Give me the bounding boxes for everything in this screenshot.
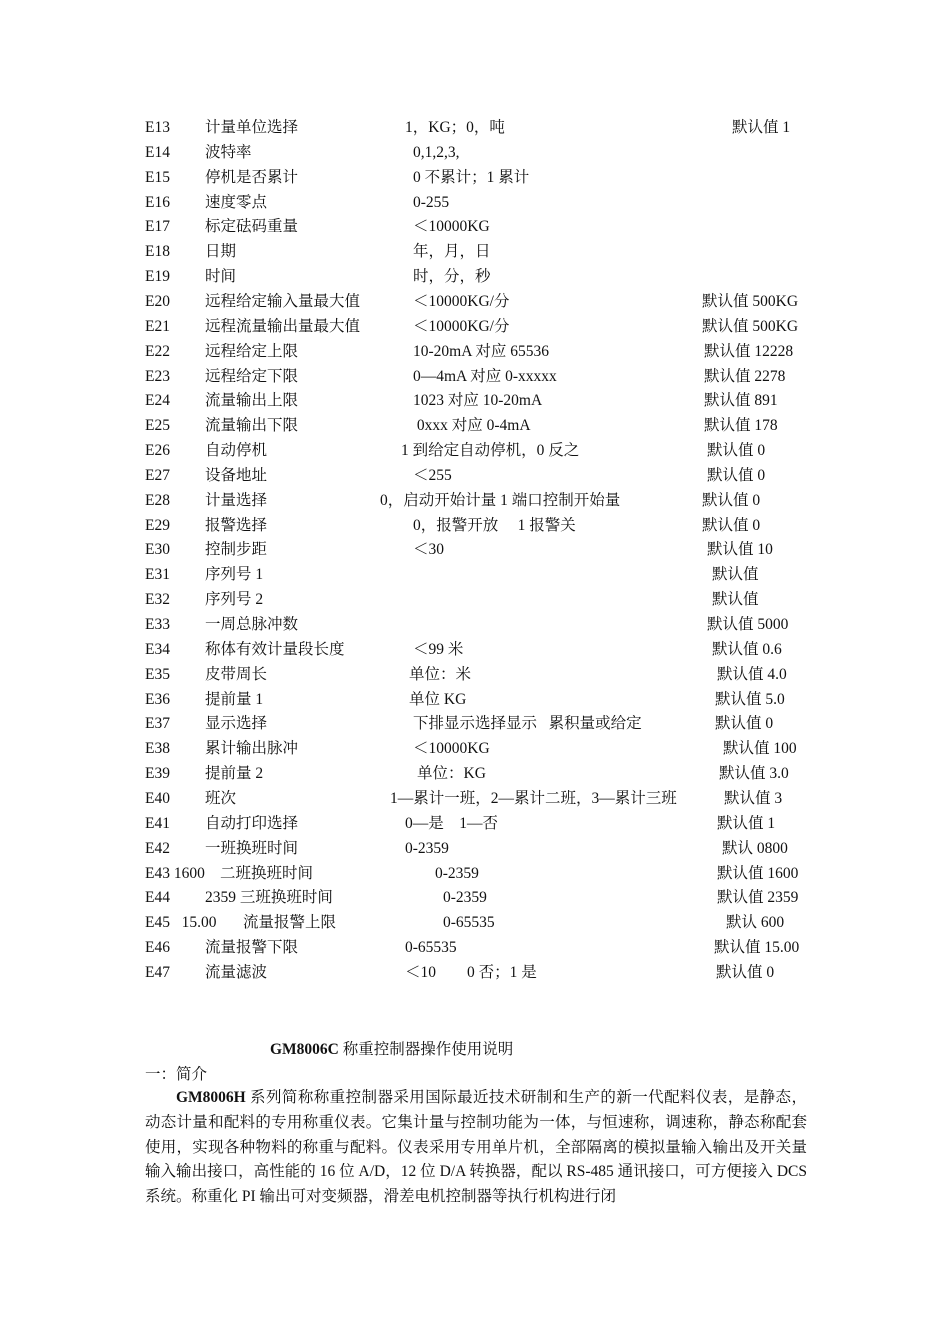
document-title-model: GM8006C: [270, 1041, 339, 1058]
param-code: E24: [145, 392, 170, 410]
param-default: 默认值 0: [702, 491, 761, 509]
param-name: 自动打印选择: [205, 814, 299, 832]
param-name: 远程流量输出量最大值: [205, 317, 361, 335]
param-row: [0, 812, 950, 836]
param-name: 远程给定输入量最大值: [205, 292, 361, 310]
param-row: [0, 787, 950, 811]
param-default: 默认值 3.0: [719, 765, 789, 783]
param-default: 默认值 10: [707, 541, 773, 559]
param-row: [0, 737, 950, 761]
param-code: E47: [145, 963, 170, 981]
param-name: 时间: [205, 268, 237, 286]
param-code: E31: [145, 566, 170, 584]
param-range: 1 到给定自动停机，0 反之: [401, 442, 580, 460]
param-default: 默认 600: [726, 914, 785, 932]
param-name: 速度零点: [205, 193, 268, 211]
param-range: 0-2359: [443, 889, 487, 907]
param-name: 日期: [205, 243, 237, 261]
document-title-text: 称重控制器操作使用说明: [338, 1041, 514, 1058]
param-default: 默认值 0: [707, 466, 766, 484]
param-range: ＜30: [413, 541, 445, 559]
param-default: 默认值 500KG: [702, 292, 799, 310]
param-default: 默认值 15.00: [714, 939, 800, 957]
param-row: [0, 538, 950, 562]
param-default: 默认值 0: [707, 442, 766, 460]
param-row: [0, 439, 950, 463]
param-default: 默认值 0.6: [712, 640, 782, 658]
param-name: 二班换班时间: [220, 864, 314, 882]
param-code: E38: [145, 740, 170, 758]
param-code: E16: [145, 193, 170, 211]
param-default: 默认值 500KG: [702, 317, 799, 335]
param-range: ＜10000KG/分: [413, 292, 510, 310]
param-row: [0, 638, 950, 662]
param-name: 显示选择: [205, 715, 268, 733]
param-range: ＜255: [413, 466, 452, 484]
intro-paragraph: [145, 1086, 807, 1210]
param-default: 默认值 100: [723, 740, 797, 758]
param-name: 流量报警上限: [243, 914, 337, 932]
param-default: 默认值 891: [704, 392, 778, 410]
param-code: E15: [145, 168, 170, 186]
param-name: 流量输出下限: [205, 417, 299, 435]
param-name: 流量输出上限: [205, 392, 299, 410]
param-row: [0, 762, 950, 786]
param-default: 默认值 3: [724, 789, 783, 807]
param-code: E37: [145, 715, 170, 733]
param-code: E29: [145, 516, 170, 534]
param-row: [0, 389, 950, 413]
param-name: 班次: [205, 789, 237, 807]
param-default: 默认值: [712, 566, 759, 584]
param-default: 默认值 0: [702, 516, 761, 534]
param-default: 默认 0800: [722, 839, 788, 857]
param-default: 默认值 1: [732, 119, 791, 136]
param-row: [0, 365, 950, 389]
param-code: E40: [145, 789, 170, 807]
param-name: 设备地址: [205, 466, 268, 484]
param-name: 序列号 2: [205, 591, 264, 609]
param-range: ＜99 米: [413, 640, 464, 658]
param-row: [0, 613, 950, 637]
param-row: [0, 663, 950, 687]
param-range: 1023 对应 10-20mA: [413, 392, 543, 410]
param-row: [0, 514, 950, 538]
param-row: [0, 464, 950, 488]
param-name: 序列号 1: [205, 566, 264, 584]
param-code: E13: [145, 119, 170, 136]
param-row: [0, 116, 950, 140]
param-row: [0, 315, 950, 339]
param-row: [0, 712, 950, 736]
param-default: 默认值 1: [717, 814, 776, 832]
param-row: [0, 862, 950, 886]
param-code: E45 15.00: [145, 914, 217, 932]
param-default: 默认值 2359: [717, 889, 799, 907]
param-code: E25: [145, 417, 170, 435]
param-code: E32: [145, 591, 170, 609]
param-default: 默认值 2278: [704, 367, 786, 385]
param-code: E42: [145, 839, 170, 857]
param-default: 默认值 1600: [717, 864, 799, 882]
param-range: ＜10000KG/分: [413, 317, 510, 335]
param-code: E17: [145, 218, 170, 236]
param-name: 控制步距: [205, 541, 268, 559]
param-name: 累计输出脉冲: [205, 740, 299, 758]
param-row: [0, 837, 950, 861]
param-name: 一周总脉冲数: [205, 616, 299, 633]
document-title: [270, 1038, 513, 1062]
param-row: [0, 141, 950, 165]
param-default: 默认值 12228: [704, 342, 794, 360]
param-range: 0，启动开始计量 1 端口控制开始量: [380, 491, 621, 509]
param-code: E44: [145, 889, 170, 907]
param-range: 0-2359: [405, 839, 449, 857]
param-range: 下排显示选择显示 累积量或给定: [413, 715, 642, 733]
param-row: [0, 588, 950, 612]
param-default: 默认值 178: [704, 417, 778, 435]
param-range: 0 不累计；1 累计: [413, 168, 530, 186]
param-code: E14: [145, 143, 170, 161]
param-name: 流量滤波: [205, 963, 268, 981]
param-code: E34: [145, 640, 170, 658]
param-range: 0,1,2,3,: [413, 143, 460, 161]
param-row: [0, 936, 950, 960]
param-code: E46: [145, 939, 170, 957]
param-code: E36: [145, 690, 170, 708]
param-range: ＜10000KG: [413, 218, 490, 236]
param-row: [0, 688, 950, 712]
param-name: 报警选择: [205, 516, 268, 534]
param-code: E26: [145, 442, 170, 460]
param-name: 流量报警下限: [205, 939, 299, 957]
param-default: 默认值 0: [715, 715, 774, 733]
param-code: E19: [145, 268, 170, 286]
intro-model: GM8006H: [176, 1089, 246, 1106]
param-range: 单位：米: [409, 665, 472, 683]
param-name: 计量选择: [205, 491, 268, 509]
param-range: 10-20mA 对应 65536: [413, 342, 550, 360]
param-row: [0, 191, 950, 215]
param-row: [0, 414, 950, 438]
param-row: [0, 265, 950, 289]
param-code: E28: [145, 491, 170, 509]
param-row: [0, 886, 950, 910]
section-heading: 一：简介: [145, 1066, 208, 1083]
param-code: E18: [145, 243, 170, 261]
param-range: 0—是 1—否: [405, 814, 499, 832]
param-code: E21: [145, 317, 170, 335]
param-name: 提前量 1: [205, 690, 264, 708]
param-code: E27: [145, 466, 170, 484]
param-row: [0, 961, 950, 985]
param-range: 时，分，秒: [413, 268, 491, 286]
param-name: 远程给定上限: [205, 342, 299, 360]
param-code: E30: [145, 541, 170, 559]
param-range: 0-65535: [405, 939, 457, 957]
param-range: 单位：KG: [417, 765, 486, 783]
param-name: 停机是否累计: [205, 168, 299, 186]
param-range: ＜10000KG: [413, 740, 490, 758]
param-code: E33: [145, 616, 170, 633]
param-row: [0, 240, 950, 264]
param-range: 0-65535: [443, 914, 495, 932]
param-range: 1，KG；0，吨: [405, 119, 505, 136]
param-code: E23: [145, 367, 170, 385]
param-range: 1—累计一班，2—累计二班，3—累计三班: [390, 789, 677, 807]
param-default: 默认值 4.0: [717, 665, 787, 683]
param-default: 默认值 0: [716, 963, 775, 981]
param-range: 0—4mA 对应 0-xxxxx: [413, 367, 557, 385]
param-code: E22: [145, 342, 170, 360]
param-row: [0, 563, 950, 587]
param-row: [0, 215, 950, 239]
param-code: E41: [145, 814, 170, 832]
param-range: 单位 KG: [409, 690, 467, 708]
param-default: 默认值 5.0: [715, 690, 785, 708]
param-range: 0，报警开放 1 报警关: [413, 516, 576, 534]
param-name: 计量单位选择: [205, 119, 299, 136]
param-name: 称体有效计量段长度: [205, 640, 345, 658]
param-range: 0xxx 对应 0-4mA: [413, 417, 531, 435]
param-name: 标定砝码重量: [205, 218, 299, 236]
param-name: 波特率: [205, 143, 252, 161]
param-row: [0, 290, 950, 314]
param-row: [0, 166, 950, 190]
param-row: [0, 489, 950, 513]
param-range: 0-2359: [435, 864, 479, 882]
param-default: 默认值 5000: [707, 616, 789, 633]
param-code: E39: [145, 765, 170, 783]
param-code: E20: [145, 292, 170, 310]
param-code: E35: [145, 665, 170, 683]
param-name: 皮带周长: [205, 665, 268, 683]
param-name: 2359 三班换班时间: [205, 889, 333, 907]
param-name: 自动停机: [205, 442, 268, 460]
param-name: 远程给定下限: [205, 367, 299, 385]
param-name: 提前量 2: [205, 765, 264, 783]
param-range: ＜10 0 否；1 是: [405, 963, 537, 981]
param-range: 年，月，日: [413, 243, 491, 261]
param-row: [0, 340, 950, 364]
param-name: 一班换班时间: [205, 839, 299, 857]
param-range: 0-255: [413, 193, 450, 211]
param-code: E43 1600: [145, 864, 205, 882]
intro-text: 系列简称称重控制器采用国际最近技术研制和生产的新一代配料仪表，是静态，动态计量和配料的专用称重仪表。它集计量与控制功能为一体，与恒速称，调速称，静态称配套使用，实现各种物料的称重与配料。仪表采用专用单片机，全部隔离的模拟量输入输出及开关量输入输出接口，高性能的 16 位 A/D，12 位 D/A 转换器，配以 RS-485 通讯接口，可方便接入 DCS 系统。称重化 PI 输出可对变频器，滑差电机控制器等执行机构进行闭: [145, 1089, 807, 1206]
param-row: [0, 911, 950, 935]
param-default: 默认值: [712, 591, 759, 609]
